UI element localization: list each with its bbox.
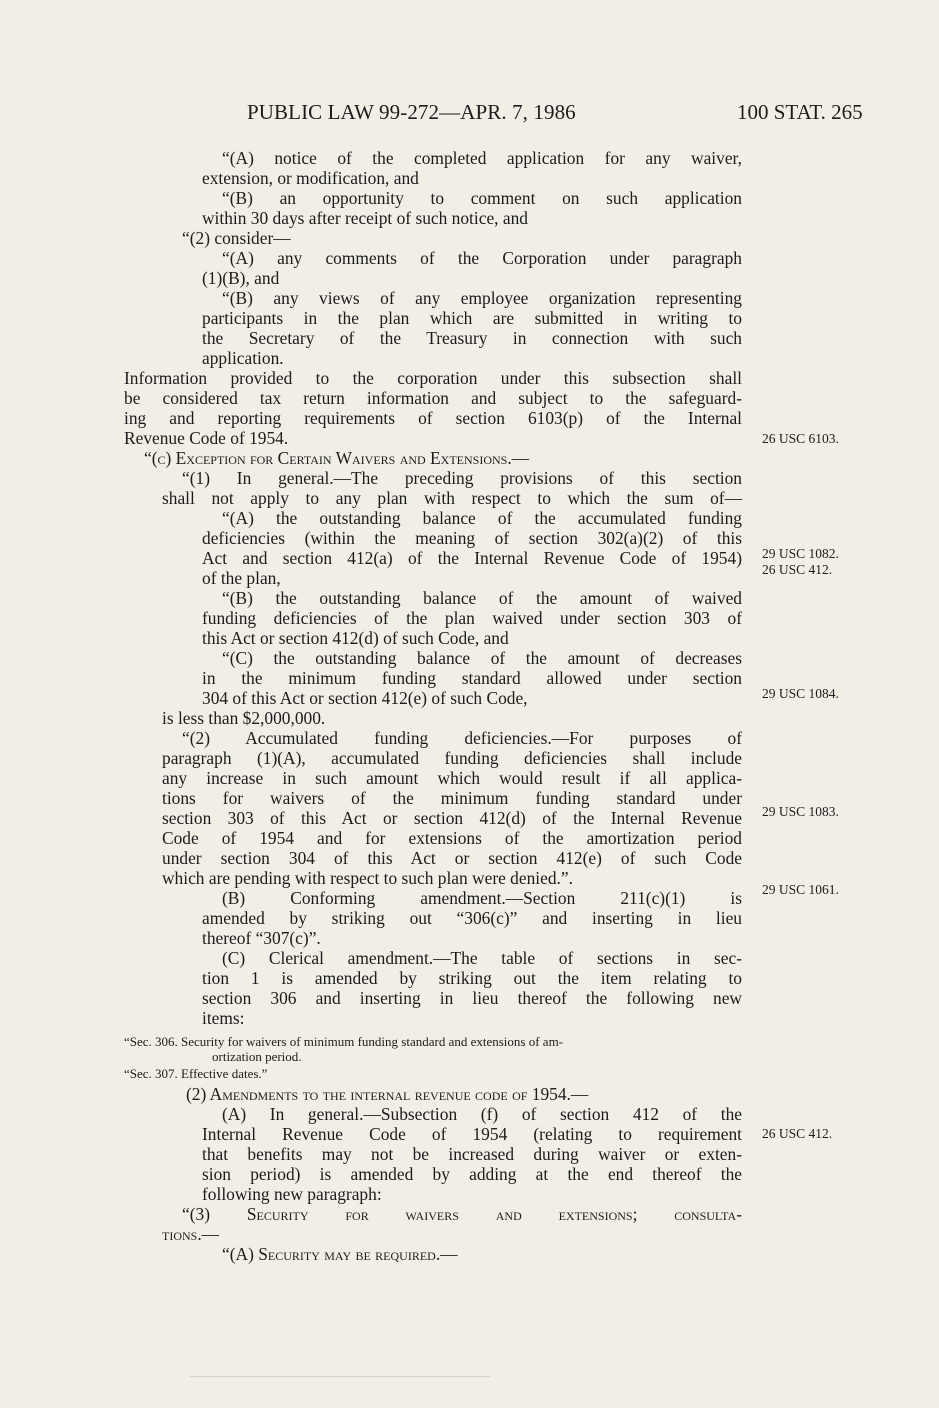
text-line: tions.— (162, 1224, 220, 1244)
text-line: (C) Clerical amendment.—The table of sections in sec- (222, 948, 742, 968)
text-line: “(3) Security for waivers and extensions; consulta- (182, 1204, 742, 1224)
text-line: application. (202, 348, 284, 368)
margin-note: 29 USC 1061. (762, 882, 839, 897)
text-line: (B) Conforming amendment.—Section 211(c)(1) is (222, 888, 742, 908)
text-line: is less than $2,000,000. (162, 708, 326, 728)
text-line: “(2) Accumulated funding deficiencies.—For purposes of (182, 728, 742, 748)
text-line: tion 1 is amended by striking out the item relating to (202, 968, 742, 988)
text-line: “(A) the outstanding balance of the accumulated funding (222, 508, 742, 528)
text-line: under section 304 of this Act or section 412(e) of such Code (162, 848, 742, 868)
margin-note: 29 USC 1083. (762, 804, 839, 819)
text-line: ing and reporting requirements of section 6103(p) of the Internal (124, 408, 742, 428)
margin-note: 26 USC 6103. (762, 431, 839, 446)
text-line: thereof “307(c)”. (202, 928, 321, 948)
text-line: Revenue Code of 1954. (124, 428, 289, 448)
text-line: in the minimum funding standard allowed under section (202, 668, 742, 688)
text-line: Code of 1954 and for extensions of the amortization period (162, 828, 742, 848)
text-line: “(A) Security may be required.— (222, 1244, 458, 1264)
margin-note: 29 USC 1084. (762, 686, 839, 701)
text-line: which are pending with respect to such plan were denied.”. (162, 868, 573, 888)
text-line: section 303 of this Act or section 412(d) of the Internal Revenue (162, 808, 742, 828)
text-line: any increase in such amount which would result if all applica- (162, 768, 742, 788)
text-line: “(A) notice of the completed application for any waiver, (222, 148, 742, 168)
text-line: participants in the plan which are submitted in writing to (202, 308, 742, 328)
page-title: PUBLIC LAW 99-272—APR. 7, 1986 (247, 100, 576, 124)
text-line: “(2) consider— (182, 228, 291, 248)
text-line: tions for waivers of the minimum funding standard under (162, 788, 742, 808)
text-line: section 306 and inserting in lieu thereof the following new (202, 988, 742, 1008)
text-line: items: (202, 1008, 245, 1028)
text-line: be considered tax return information and subject to the safeguard- (124, 388, 742, 408)
text-line: Internal Revenue Code of 1954 (relating to requirement (202, 1124, 742, 1144)
margin-note: 26 USC 412. (762, 1126, 833, 1141)
text-line: within 30 days after receipt of such notice, and (202, 208, 528, 228)
text-line: this Act or section 412(d) of such Code, and (202, 628, 509, 648)
text-line: (2) Amendments to the internal revenue code of 1954.— (186, 1084, 589, 1104)
text-line: the Secretary of the Treasury in connection with such (202, 328, 742, 348)
stat-page-number: 100 STAT. 265 (737, 100, 863, 124)
text-line: Act and section 412(a) of the Internal Revenue Code of 1954) (202, 548, 742, 568)
text-line: following new paragraph: (202, 1184, 382, 1204)
toc-line: “Sec. 306. Security for waivers of minimum funding standard and extensions of am- (124, 1034, 564, 1049)
text-line: “(1) In general.—The preceding provisions of this section (182, 468, 742, 488)
toc-line: “Sec. 307. Effective dates.” (124, 1066, 268, 1081)
text-line: sion period) is amended by adding at the end thereof the (202, 1164, 742, 1184)
footer-rule (190, 1376, 490, 1377)
text-line: extension, or modification, and (202, 168, 419, 188)
text-line: “(c) Exception for Certain Waivers and Extensions.— (144, 448, 530, 468)
text-line: “(C) the outstanding balance of the amount of decreases (222, 648, 742, 668)
text-line: paragraph (1)(A), accumulated funding deficiencies shall include (162, 748, 742, 768)
text-line: of the plan, (202, 568, 281, 588)
text-line: “(B) an opportunity to comment on such application (222, 188, 742, 208)
text-line: (A) In general.—Subsection (f) of section 412 of the (222, 1104, 742, 1124)
text-line: Information provided to the corporation under this subsection shall (124, 368, 742, 388)
text-line: “(B) any views of any employee organization representing (222, 288, 742, 308)
text-line: “(A) any comments of the Corporation under paragraph (222, 248, 742, 268)
toc-line: ortization period. (212, 1049, 302, 1064)
text-line: 304 of this Act or section 412(e) of such Code, (202, 688, 528, 708)
text-line: shall not apply to any plan with respect to which the sum of— (162, 488, 742, 508)
text-line: funding deficiencies of the plan waived under section 303 of (202, 608, 742, 628)
text-line: (1)(B), and (202, 268, 280, 288)
text-line: “(B) the outstanding balance of the amount of waived (222, 588, 742, 608)
text-line: deficiencies (within the meaning of section 302(a)(2) of this (202, 528, 742, 548)
text-line: amended by striking out “306(c)” and inserting in lieu (202, 908, 742, 928)
margin-note: 29 USC 1082. (762, 546, 839, 561)
text-line: that benefits may not be increased during waiver or exten- (202, 1144, 742, 1164)
margin-note: 26 USC 412. (762, 562, 833, 577)
